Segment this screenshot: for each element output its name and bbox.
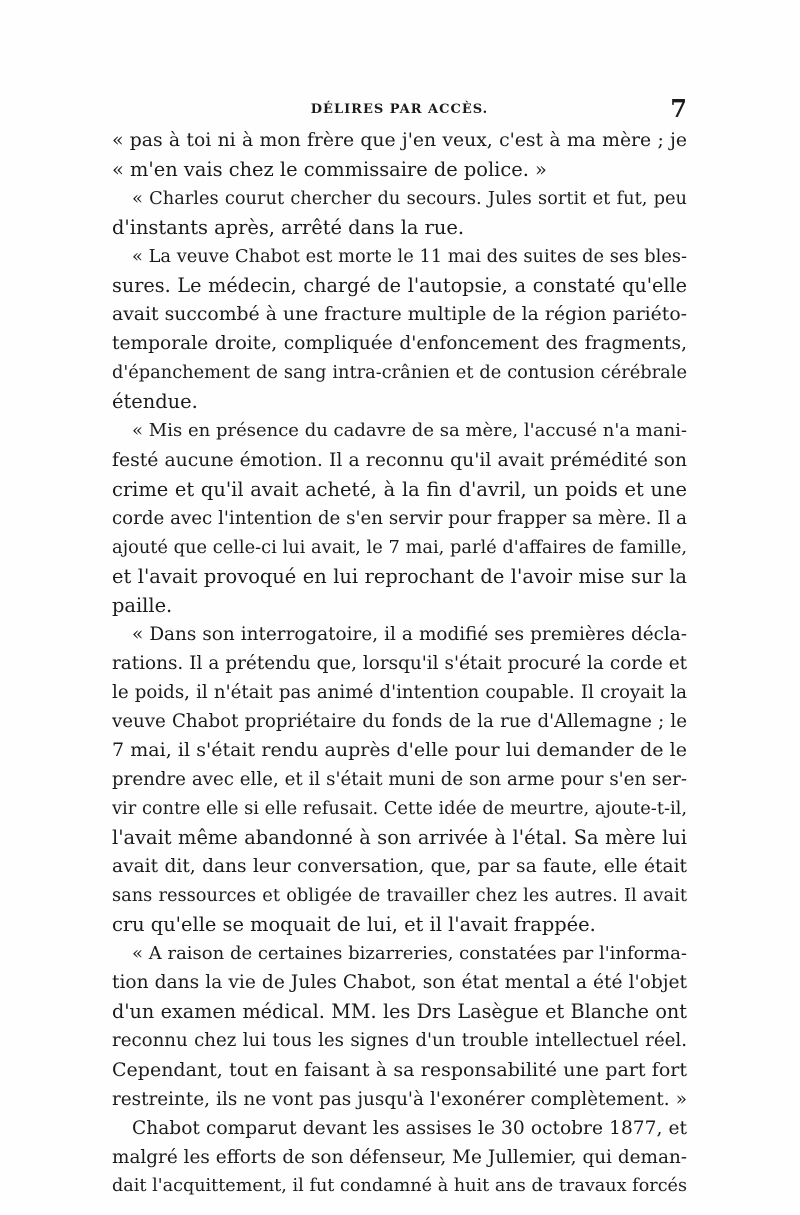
text-line: festé aucune émotion. Il a reconnu qu'il avait prémédité son [112,449,687,471]
text-line: 7 mai, il s'était rendu auprès d'elle pour lui demander de le [112,738,687,761]
page-number: 7 [670,94,687,123]
text-line: temporale droite, compliquée d'enfoncement des fragments, [112,333,687,355]
text-line: tion dans la vie de Jules Chabot, son état mental a été l'objet [112,972,687,994]
text-line: rations. Il a prétendu que, lorsqu'il s'était procuré la corde et [112,652,687,674]
text-line: « La veuve Chabot est morte le 11 mai des suites de ses bles- [132,246,687,268]
text-line: dait l'acquittement, il fut condamné à huit ans de travaux forcés [112,1175,687,1196]
text-line: d'instants après, arrêté dans la rue. [112,216,465,240]
text-line: restreinte, ils ne vont pas jusqu'à l'exonérer complètement. » [112,1088,687,1110]
text-line: reconnu chez lui tous les signes d'un trouble intellectuel réel. [112,1030,687,1052]
text-line: d'un examen médical. MM. les Drs Lasègue et Blanche ont [112,1000,687,1024]
text-line: Cependant, tout en faisant à sa responsabilité une part fort [112,1058,687,1081]
text-line: « Mis en présence du cadavre de sa mère, l'accusé n'a mani- [132,420,687,442]
text-line: « m'en vais chez le commissaire de police. » [112,158,547,182]
text-line: veuve Chabot propriétaire du fonds de la rue d'Allemagne ; le [112,710,687,732]
page-header [112,94,687,128]
text-line: « Charles courut chercher du secours. Jules sortit et fut, peu [132,188,687,210]
text-line: vir contre elle si elle refusait. Cette idée de meurtre, ajoute-t-il, [112,798,687,820]
text-line: d'épanchement de sang intra-crânien et de contusion cérébrale [112,362,687,384]
text-line: cru qu'elle se moquait de lui, et il l'avait frappée. [112,913,596,937]
text-line: avait succombé à une fracture multiple de la région pariéto- [112,304,687,326]
text-line: le poids, il n'était pas animé d'intention coupable. Il croyait la [112,681,687,703]
text-line: ajouté que celle-ci lui avait, le 7 mai, parlé d'affaires de famille, [112,536,687,558]
body-text [112,126,687,1201]
text-line: avait dit, dans leur conversation, que, par sa faute, elle était [112,856,687,878]
text-line: étendue. [112,390,198,414]
text-line: « pas à toi ni à mon frère que j'en veux, c'est à ma mère ; je [112,130,687,151]
text-line: l'avait même abandonné à son arrivée à l'étal. Sa mère lui [112,826,687,850]
text-line: prendre avec elle, et il s'était muni de son arme pour s'en ser- [112,769,687,791]
text-line: corde avec l'intention de s'en servir pour frapper sa mère. Il a [112,507,687,529]
text-line: « A raison de certaines bizarreries, constatées par l'informa- [132,943,687,965]
text-line: sures. Le médecin, chargé de l'autopsie, a constaté qu'elle [112,274,687,298]
text-line: « Dans son interrogatoire, il a modifié ses premières décla- [132,623,687,645]
text-line: sans ressources et obligée de travailler chez les autres. Il avait [112,885,687,907]
text-line: crime et qu'il avait acheté, à la fin d'avril, un poids et une [112,477,687,501]
text-line: Chabot comparut devant les assises le 30 octobre 1877, et [132,1117,687,1139]
text-line: paille. [112,593,173,617]
text-line: et l'avait provoqué en lui reprochant de l'avoir mise sur la [112,564,687,588]
text-line: malgré les efforts de son défenseur, Me Jullemier, qui deman- [112,1146,687,1168]
running-title: DÉLIRES PAR ACCÈS. [310,102,489,117]
